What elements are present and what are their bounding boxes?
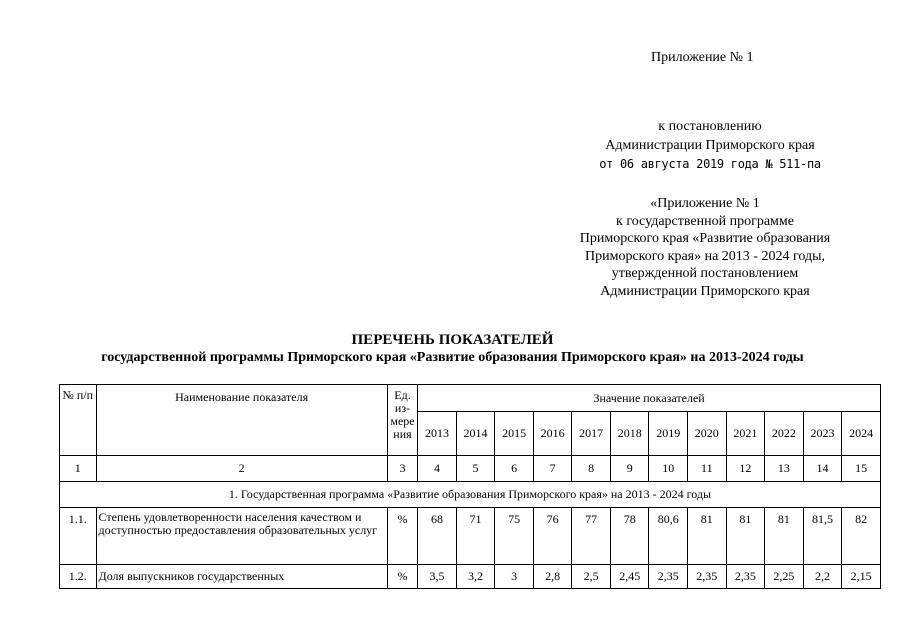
column-number: 13 xyxy=(765,456,804,482)
resolution-date-number: от 06 августа 2019 года № 511-па xyxy=(599,157,821,171)
resolution-line: Администрации Приморского края xyxy=(605,138,815,153)
column-number: 5 xyxy=(456,456,495,482)
appendix-line: Приморского края» на 2013 - 2024 годы, xyxy=(584,248,825,264)
value-cell: 2,8 xyxy=(533,565,572,589)
appendix-line: утвержденной постановлением xyxy=(611,266,799,281)
row-number: 1.1. xyxy=(60,508,97,565)
column-number: 3 xyxy=(387,456,417,482)
column-number: 10 xyxy=(649,456,688,482)
value-cell: 2,35 xyxy=(649,565,688,589)
table-row xyxy=(60,565,881,589)
row-unit: % xyxy=(387,565,417,589)
value-cell: 75 xyxy=(495,508,534,565)
value-cell: 2,25 xyxy=(765,565,804,589)
value-cell: 81 xyxy=(688,508,727,565)
column-number: 14 xyxy=(803,456,842,482)
indicator-name: Степень удовлетворенности населения качеством и доступностью предоставления образовательных услуг xyxy=(96,508,387,565)
value-cell: 82 xyxy=(842,508,881,565)
header-year: 2020 xyxy=(688,412,727,456)
value-cell: 68 xyxy=(418,508,457,565)
header-year: 2021 xyxy=(726,412,765,456)
column-number: 9 xyxy=(610,456,649,482)
column-number: 6 xyxy=(495,456,534,482)
header-year: 2014 xyxy=(456,412,495,456)
column-number: 12 xyxy=(726,456,765,482)
column-number: 15 xyxy=(842,456,881,482)
value-cell: 2,35 xyxy=(726,565,765,589)
value-cell: 76 xyxy=(533,508,572,565)
value-cell: 81,5 xyxy=(803,508,842,565)
value-cell: 2,5 xyxy=(572,565,611,589)
value-cell: 81 xyxy=(726,508,765,565)
resolution-line: к постановлению xyxy=(658,119,762,134)
header-year: 2024 xyxy=(842,412,881,456)
header-unit: Ед. из-мере ния xyxy=(387,385,417,456)
header-year: 2022 xyxy=(765,412,804,456)
section-heading: 1. Государственная программа «Развитие образования Приморского края» на 2013 - 2024 годы xyxy=(60,482,881,508)
indicators-table xyxy=(59,384,881,589)
value-cell: 2,35 xyxy=(688,565,727,589)
row-number: 1.2. xyxy=(60,565,97,589)
program-appendix-reference xyxy=(555,195,855,300)
header-values: Значение показателей xyxy=(418,385,881,412)
header-year: 2023 xyxy=(803,412,842,456)
indicator-name: Доля выпускников государственных xyxy=(96,565,387,589)
value-cell: 2,15 xyxy=(842,565,881,589)
value-cell: 71 xyxy=(456,508,495,565)
value-cell: 78 xyxy=(610,508,649,565)
header-year: 2015 xyxy=(495,412,534,456)
appendix-line: Приморского края «Развитие образования xyxy=(579,231,831,246)
value-cell: 80,6 xyxy=(649,508,688,565)
row-unit: % xyxy=(387,508,417,565)
appendix-line: Администрации Приморского края xyxy=(600,283,810,299)
value-cell: 2,2 xyxy=(803,565,842,589)
column-number: 2 xyxy=(96,456,387,482)
header-year: 2018 xyxy=(610,412,649,456)
header-year: 2019 xyxy=(649,412,688,456)
value-cell: 3 xyxy=(495,565,534,589)
column-number: 11 xyxy=(688,456,727,482)
resolution-reference xyxy=(560,117,860,174)
appendix-line: «Приложение № 1 xyxy=(650,196,760,211)
value-cell: 3,2 xyxy=(456,565,495,589)
table-row xyxy=(60,508,881,565)
column-number: 1 xyxy=(60,456,97,482)
column-number: 4 xyxy=(418,456,457,482)
header-indicator-name: Наименование показателя xyxy=(96,385,387,456)
column-number: 7 xyxy=(533,456,572,482)
value-cell: 3,5 xyxy=(418,565,457,589)
appendix-label: Приложение № 1 xyxy=(651,50,754,65)
header-year: 2016 xyxy=(533,412,572,456)
appendix-line: к государственной программе xyxy=(616,213,794,229)
header-year: 2013 xyxy=(418,412,457,456)
value-cell: 2,45 xyxy=(610,565,649,589)
document-title: ПЕРЕЧЕНЬ ПОКАЗАТЕЛЕЙ xyxy=(351,332,554,348)
header-number: № п/п xyxy=(60,385,97,456)
header-year: 2017 xyxy=(572,412,611,456)
value-cell: 77 xyxy=(572,508,611,565)
column-number: 8 xyxy=(572,456,611,482)
value-cell: 81 xyxy=(765,508,804,565)
document-subtitle: государственной программы Приморского края «Развитие образования Приморского края» на 2013-2024 годы xyxy=(101,350,804,365)
